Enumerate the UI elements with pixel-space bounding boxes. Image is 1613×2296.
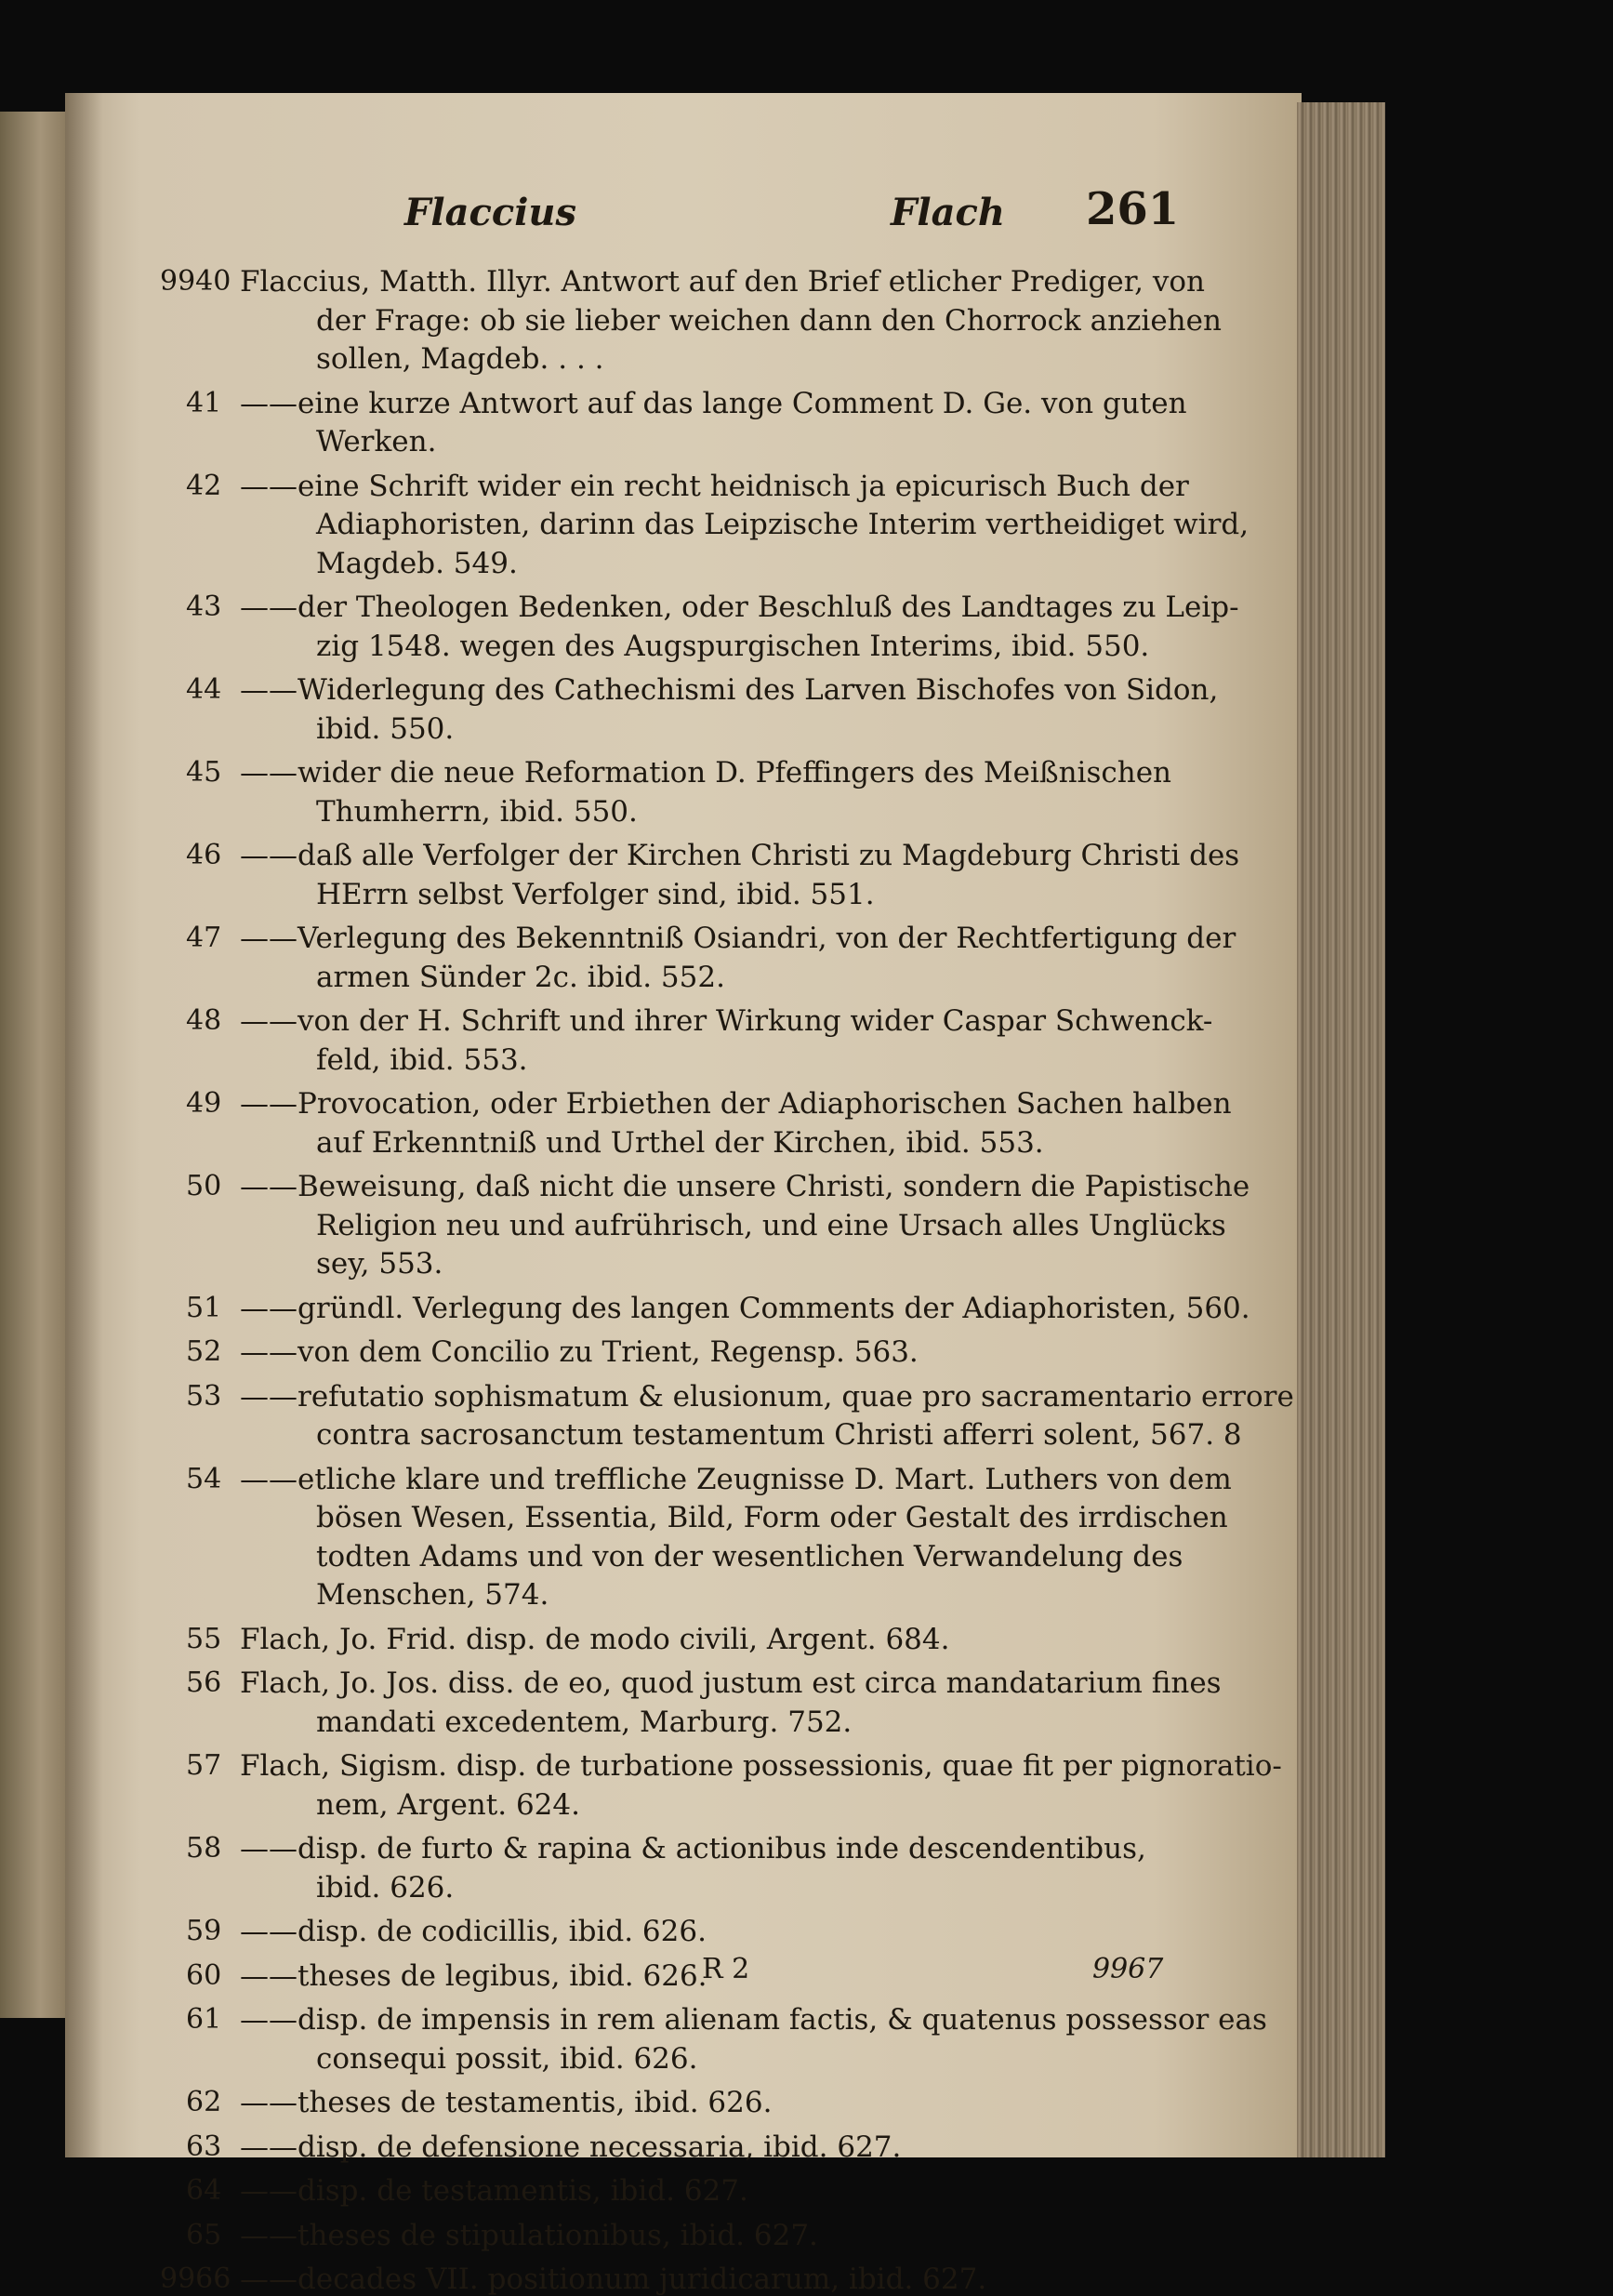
- entry-line: Flach, Jo. Frid. disp. de modo civili, Argent. 684.: [240, 1622, 950, 1656]
- entry-line: ——Verlegung des Bekenntniß Osiandri, von der Rechtfertigung der: [240, 922, 1236, 955]
- entry-line: ——disp. de furto & rapina & actionibus inde descendentibus,: [240, 1832, 1146, 1865]
- entry-line: ——decades VII. positionum juridicarum, ibid. 627.: [240, 2263, 987, 2296]
- entry-number: 46: [186, 839, 222, 871]
- entry-number: 9940: [160, 265, 231, 298]
- entry-line: HErrn selbst Verfolger sind, ibid. 551.: [316, 877, 875, 911]
- entry-line: ——theses de stipulationibus, ibid. 627.: [240, 2218, 818, 2252]
- entry-line: ibid. 550.: [316, 711, 455, 746]
- entry-line: ——Beweisung, daß nicht die unsere Christi, sondern die Papistische: [240, 1170, 1250, 1203]
- entry-line: ——daß alle Verfolger der Kirchen Christi zu Magdeburg Christi des: [240, 839, 1240, 872]
- catchword: 9967: [1092, 1953, 1164, 1985]
- entry-line: ——refutatio sophismatum & elusionum, quae pro sacramentario errore: [240, 1379, 1294, 1413]
- entry-line: ——eine Schrift wider ein recht heidnisch ja epicurisch Buch der: [240, 469, 1189, 503]
- entry-line: ibid. 626.: [316, 1870, 455, 1904]
- entry-line: Religion neu und aufrührisch, und eine Ursach alles Unglücks: [316, 1208, 1226, 1242]
- entry-line: ——disp. de codicillis, ibid. 626.: [240, 1915, 707, 1948]
- entry-line: Magdeb. 549.: [316, 546, 518, 580]
- running-head-left: Flaccius: [404, 191, 577, 234]
- entry-number: 64: [186, 2174, 222, 2207]
- entry-line: feld, ibid. 553.: [316, 1042, 528, 1077]
- entry-line: ——theses de testamentis, ibid. 626.: [240, 2086, 773, 2119]
- entry-line: ——gründl. Verlegung des langen Comments der Adiaphoristen, 560.: [240, 1291, 1250, 1325]
- entry-line: ——wider die neue Reformation D. Pfeffingers des Meißnischen: [240, 756, 1172, 790]
- entry-line: Thumherrn, ibid. 550.: [316, 794, 638, 829]
- entry-number: 50: [186, 1170, 222, 1202]
- entry-number: 60: [186, 1958, 222, 1992]
- entry-number: 56: [186, 1666, 222, 1699]
- entry-line: contra sacrosanctum testamentum Christi afferri solent, 567. 8: [316, 1418, 1242, 1452]
- entry-line: Menschen, 574.: [316, 1578, 549, 1612]
- entry-line: Werken.: [316, 425, 437, 458]
- entry-line: Flach, Sigism. disp. de turbatione possessionis, quae fit per pignoratio-: [240, 1749, 1282, 1783]
- entry-line: ——disp. de testamentis, ibid. 627.: [240, 2174, 748, 2208]
- entry-number: 52: [186, 1335, 222, 1368]
- running-head-middle: Flach: [891, 191, 1005, 234]
- entry-line: der Frage: ob sie lieber weichen dann den Chorrock anziehen: [316, 303, 1222, 338]
- entry-number: 65: [186, 2218, 222, 2251]
- entry-line: ——der Theologen Bedenken, oder Beschluß des Landtages zu Leip-: [240, 591, 1239, 624]
- entry-line: auf Erkenntniß und Urthel der Kirchen, ibid. 553.: [316, 1125, 1044, 1160]
- entry-number: 53: [186, 1379, 222, 1413]
- entry-line: ——disp. de defensione necessaria, ibid. 627.: [240, 2130, 902, 2164]
- entry-number: 45: [186, 756, 222, 789]
- left-page-edge: [0, 112, 67, 2018]
- entry-line: ——Widerlegung des Cathechismi des Larven Bischofes von Sidon,: [240, 673, 1219, 707]
- entry-line: bösen Wesen, Essentia, Bild, Form oder Gestalt des irrdischen: [316, 1501, 1228, 1534]
- entry-line: zig 1548. wegen des Augspurgischen Interims, ibid. 550.: [316, 629, 1150, 663]
- entry-line: todten Adams und von der wesentlichen Verwandelung des: [316, 1539, 1183, 1573]
- entry-number: 63: [186, 2130, 222, 2163]
- entry-number: 61: [186, 2003, 222, 2036]
- entry-line: ——etliche klare und treffliche Zeugnisse D. Mart. Luthers von dem: [240, 1462, 1232, 1496]
- spine-shadow: [65, 93, 102, 2157]
- page-number: 261: [1086, 183, 1180, 235]
- entry-number: 59: [186, 1915, 222, 1947]
- entry-line: Flaccius, Matth. Illyr. Antwort auf den Brief etlicher Prediger, von: [240, 265, 1205, 299]
- entry-number: 58: [186, 1832, 222, 1865]
- entry-line: nem, Argent. 624.: [316, 1787, 580, 1822]
- entry-line: Flach, Jo. Jos. diss. de eo, quod justum est circa mandatarium fines: [240, 1666, 1222, 1700]
- entry-line: sollen, Magdeb. . . .: [316, 342, 604, 376]
- entry-number: 62: [186, 2086, 222, 2118]
- entry-line: sey, 553.: [316, 1247, 443, 1281]
- entry-number: 41: [186, 386, 222, 419]
- entry-line: consequi possit, ibid. 626.: [316, 2041, 698, 2076]
- entry-number: 48: [186, 1004, 222, 1037]
- entry-number: 51: [186, 1291, 222, 1324]
- entry-number: 57: [186, 1749, 222, 1782]
- entry-line: ——von dem Concilio zu Trient, Regensp. 563.: [240, 1335, 919, 1369]
- entry-number: 54: [186, 1462, 222, 1495]
- entry-line: ——disp. de impensis in rem alienam factis, & quatenus possessor eas: [240, 2003, 1267, 2037]
- entry-line: ——eine kurze Antwort auf das lange Comment D. Ge. von guten: [240, 386, 1187, 420]
- page-block-edge: [1297, 102, 1385, 2157]
- entry-line: ——theses de legibus, ibid. 626.: [240, 1958, 707, 1993]
- entry-line: ——von der H. Schrift und ihrer Wirkung wider Caspar Schwenck-: [240, 1004, 1213, 1038]
- entry-number: 55: [186, 1622, 222, 1655]
- entry-number: 49: [186, 1087, 222, 1120]
- entry-number: 47: [186, 922, 222, 954]
- entry-line: Adiaphoristen, darinn das Leipzische Interim vertheidiget wird,: [316, 508, 1249, 541]
- entry-number: 44: [186, 673, 222, 706]
- entry-line: ——Provocation, oder Erbiethen der Adiaphorischen Sachen halben: [240, 1087, 1232, 1121]
- entry-number: 9966: [160, 2263, 231, 2295]
- entry-line: mandati excedentem, Marburg. 752.: [316, 1705, 853, 1739]
- entry-line: armen Sünder 2c. ibid. 552.: [316, 960, 725, 994]
- entry-number: 42: [186, 469, 222, 502]
- signature-mark: R 2: [702, 1953, 750, 1985]
- entry-number: 43: [186, 591, 222, 623]
